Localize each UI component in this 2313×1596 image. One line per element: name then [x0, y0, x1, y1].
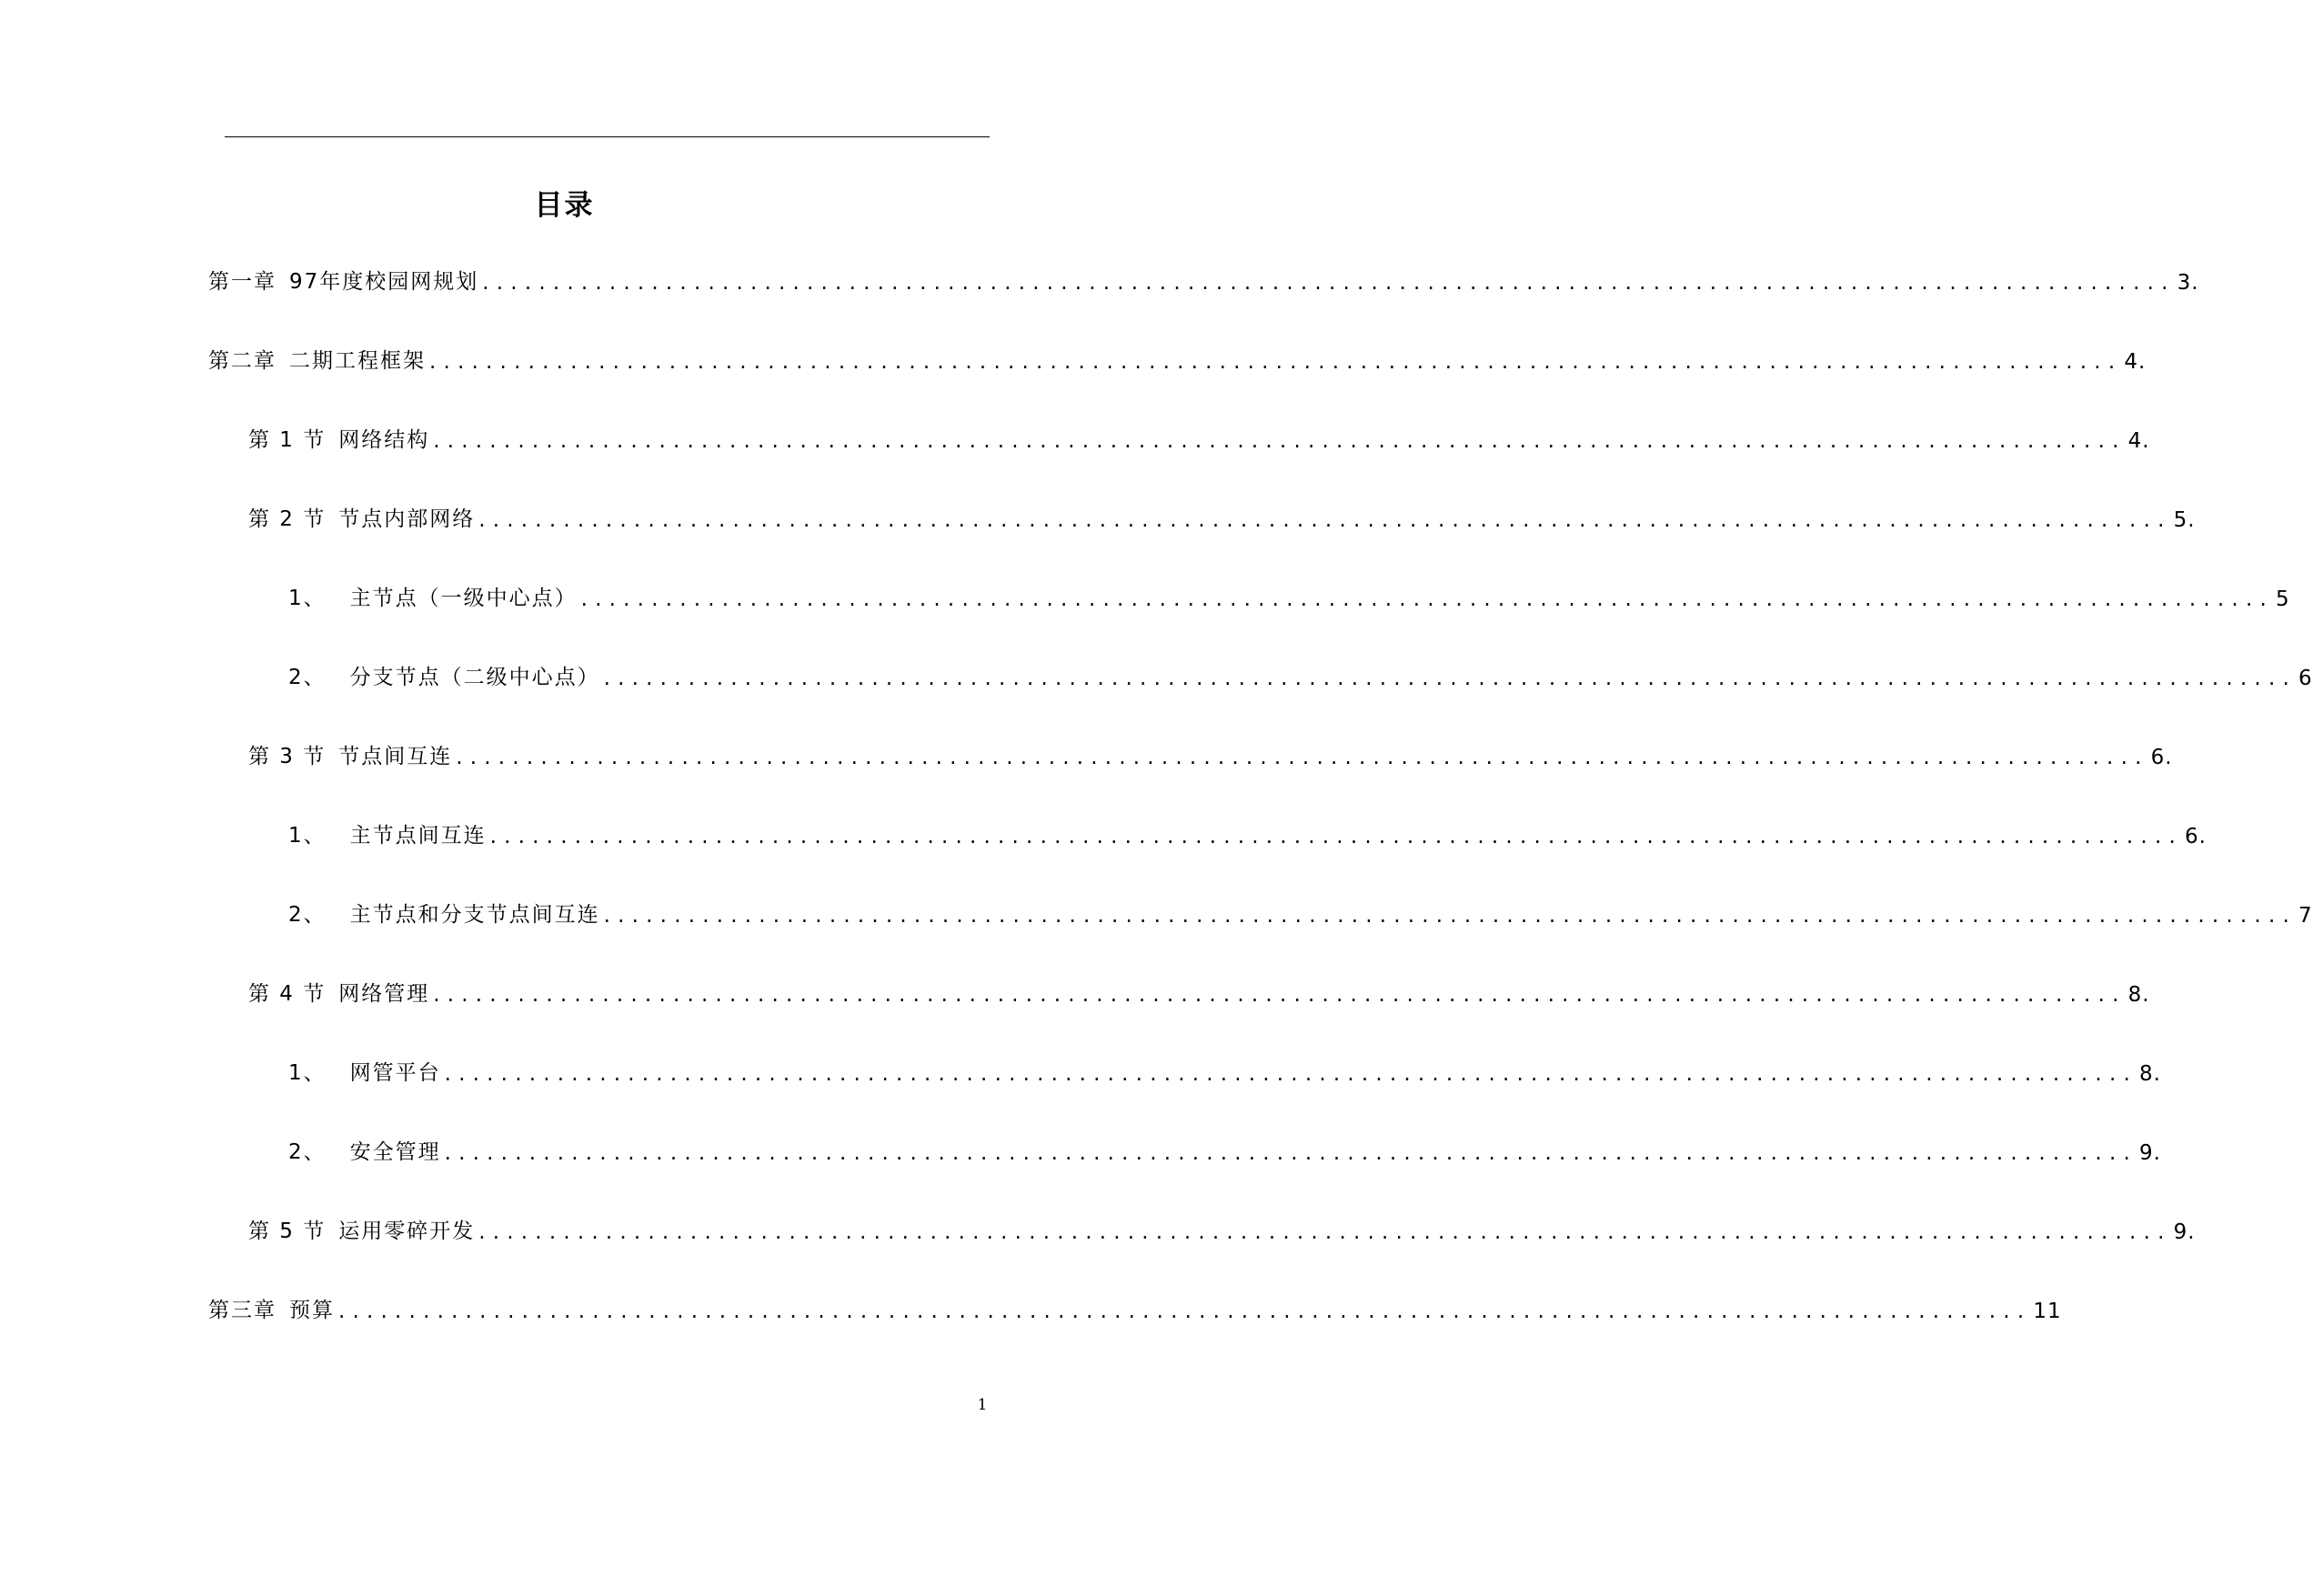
toc-entry-page: 4. [2124, 350, 2147, 374]
header-rule [225, 136, 990, 137]
dot-leader: ........................................................................................................................ [433, 983, 2127, 1007]
toc-entry[interactable] [248, 417, 2150, 453]
toc-entry-page: 11 [2033, 1300, 2062, 1323]
toc-entry-label: 预算 [289, 1299, 335, 1322]
toc-entry-number: 2、 [288, 666, 327, 689]
dot-leader: ........................................................................................................................ [489, 825, 2183, 848]
toc-entry[interactable] [288, 1049, 2161, 1086]
toc-entry-page: 5 [2275, 587, 2290, 611]
dot-leader: ........................................................................................................................ [603, 667, 2297, 690]
toc-entry-number: 2、 [288, 1140, 327, 1164]
toc-entry[interactable] [208, 1287, 2062, 1323]
toc-entry-label: 节点间互连 [338, 745, 453, 768]
toc-entry[interactable] [248, 496, 2196, 532]
toc-entry-page: 7 [2298, 904, 2313, 928]
toc-entry-number: 1、 [288, 1061, 327, 1085]
toc-entry-number: 第 2 节 [248, 507, 327, 531]
toc-entry-page: 8. [2127, 983, 2150, 1007]
toc-entry-page: 6 [2298, 667, 2313, 690]
dot-leader: ........................................................................................................................ [478, 508, 2172, 532]
toc-entry-page: 9. [2138, 1141, 2161, 1165]
toc-entry-label: 网络结构 [338, 428, 430, 452]
toc-entry[interactable] [248, 1208, 2196, 1244]
toc-entry-label: 分支节点（二级中心点） [349, 666, 600, 689]
dot-leader: ........................................................................................................................ [444, 1062, 2137, 1086]
toc-entry[interactable] [208, 258, 2199, 295]
toc-entry-number: 第三章 [208, 1299, 277, 1322]
toc-entry-page: 9. [2173, 1220, 2196, 1244]
toc-entry-label: 运用零碎开发 [338, 1220, 476, 1243]
toc-entry-number: 第 4 节 [248, 982, 327, 1006]
toc-entry-number: 1、 [288, 587, 327, 610]
toc-entry-page: 6. [2150, 746, 2173, 769]
toc-entry-label: 主节点和分支节点间互连 [349, 903, 600, 927]
toc-entry-page: 6. [2184, 825, 2207, 848]
toc-entry-page: 8. [2138, 1062, 2161, 1086]
page-title: 目录 [534, 189, 595, 222]
dot-leader: ........................................................................................................................ [478, 1220, 2172, 1244]
toc-entry[interactable] [208, 337, 2147, 374]
toc-entry[interactable] [248, 970, 2150, 1007]
dot-leader: ........................................................................................................................ [444, 1141, 2137, 1165]
dot-leader: ........................................................................................................................ [433, 429, 2127, 453]
toc-entry-page: 4. [2127, 429, 2150, 453]
toc-entry[interactable] [288, 812, 2207, 848]
dot-leader: ........................................................................................................................ [580, 587, 2274, 611]
toc-entry-label: 二期工程框架 [289, 349, 426, 373]
dot-leader: ........................................................................................................................ [456, 746, 2149, 769]
toc-entry-number: 2、 [288, 903, 327, 927]
dot-leader: ........................................................................................................................ [482, 271, 2176, 295]
toc-entry-label: 节点内部网络 [338, 507, 476, 531]
toc-entry-number: 第 5 节 [248, 1220, 327, 1243]
toc-entry-page: 5. [2173, 508, 2196, 532]
toc-entry-label: 主节点间互连 [349, 824, 487, 848]
toc-entry-page: 3. [2177, 271, 2199, 295]
toc-entry-number: 第一章 [208, 270, 277, 294]
toc-entry-label: 安全管理 [349, 1140, 441, 1164]
page-number: 1 [977, 1396, 988, 1414]
toc-entry[interactable] [288, 575, 2290, 611]
toc-entry-label: 网络管理 [338, 982, 430, 1006]
toc-entry[interactable] [288, 891, 2313, 928]
toc-entry-number: 第 1 节 [248, 428, 327, 452]
toc-entry[interactable] [248, 733, 2173, 769]
toc-entry-label: 主节点（一级中心点） [349, 587, 578, 610]
dot-leader: ........................................................................................................................ [429, 350, 2123, 374]
dot-leader: ........................................................................................................................ [603, 904, 2297, 928]
toc-entry-number: 第 3 节 [248, 745, 327, 768]
toc-entry-label: 97年度校园网规划 [289, 270, 479, 294]
toc-entry-number: 第二章 [208, 349, 277, 373]
toc-entry-number: 1、 [288, 824, 327, 848]
toc-entry[interactable] [288, 1129, 2161, 1165]
toc-entry-label: 网管平台 [349, 1061, 441, 1085]
toc-entry[interactable] [288, 654, 2313, 690]
dot-leader: ........................................................................................................................ [338, 1300, 2032, 1323]
